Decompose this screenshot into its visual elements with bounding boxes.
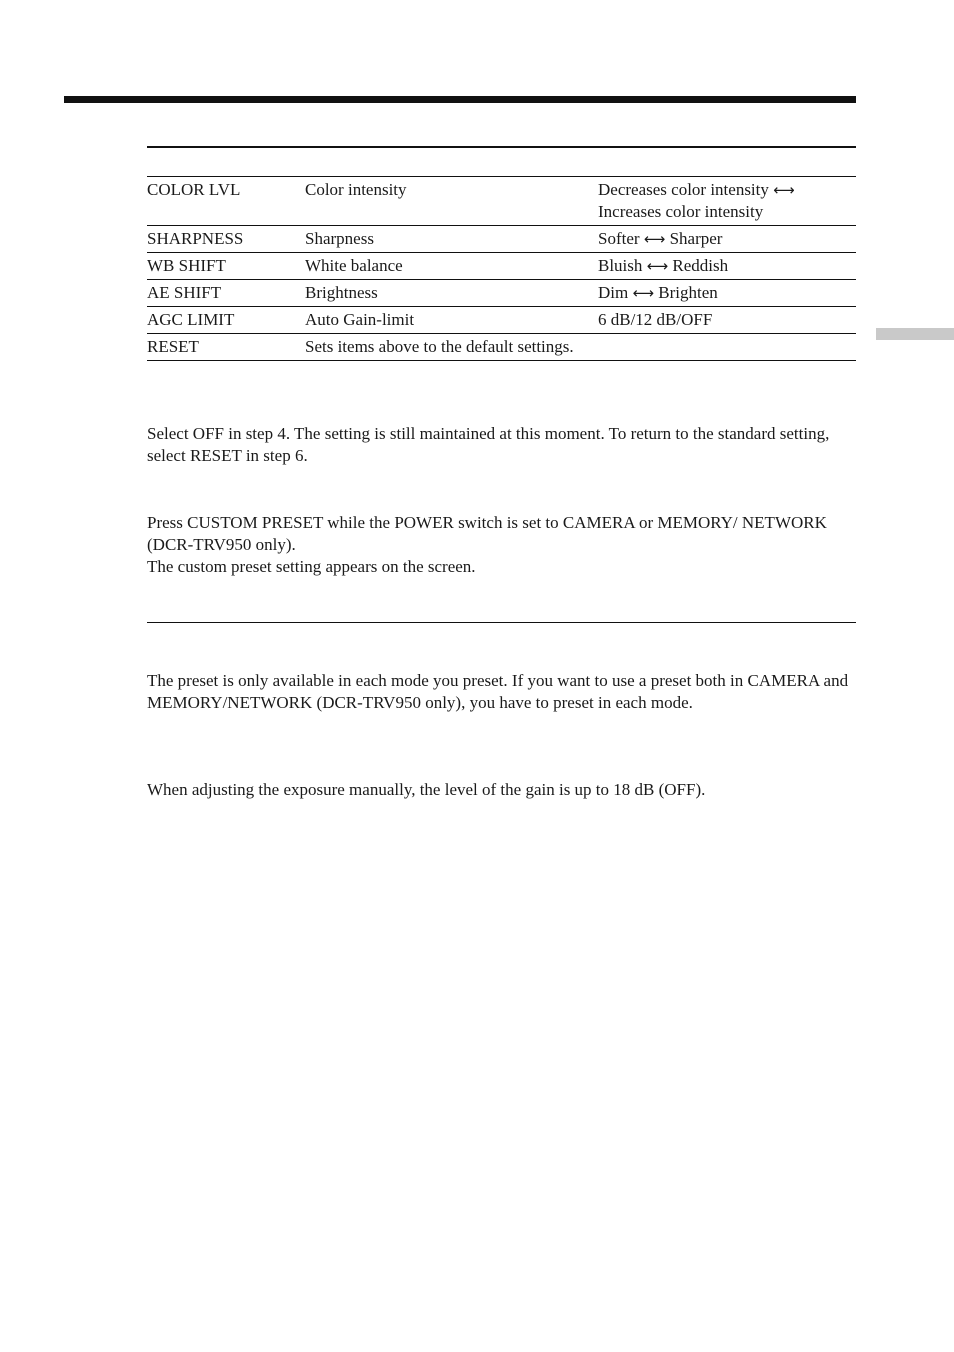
adjust-low-label: Dim (598, 283, 629, 302)
custom-preset-settings-table (147, 176, 856, 361)
adjust-high-label: Reddish (672, 256, 729, 275)
adjust-high-label: Increases color intensity (598, 202, 764, 221)
double-arrow-icon: ⟷ (632, 284, 654, 302)
item-meaning: Brightness (305, 280, 598, 307)
note-gain-paragraph: When adjusting the exposure manually, the level of the gain is up to 18 dB (OFF). (147, 780, 706, 799)
recall-instruction: Press CUSTOM PRESET while the POWER switch is set to CAMERA or MEMORY/ NETWORK (DCR-TRV950 only). (147, 513, 827, 554)
note-mode-paragraph: The preset is only available in each mode you preset. If you want to use a preset both in CAMERA and MEMORY/NETWORK (DCR-TRV950 only), you have to preset in each mode. (147, 671, 849, 712)
adjust-low-label: 6 dB/12 dB/OFF (598, 310, 713, 329)
header-rule (64, 96, 856, 103)
item-meaning: Auto Gain-limit (305, 307, 598, 334)
table-row (147, 334, 856, 361)
recall-paragraph (147, 512, 856, 578)
adjustment-range (598, 226, 856, 253)
section-divider (147, 622, 856, 623)
adjust-high-label: Sharper (669, 229, 723, 248)
adjustment-range (598, 177, 856, 226)
adjustment-range (598, 280, 856, 307)
item-meaning: Color intensity (305, 177, 598, 226)
item-name: COLOR LVL (147, 177, 305, 226)
table-row (147, 280, 856, 307)
item-name: AGC LIMIT (147, 307, 305, 334)
item-meaning: Sets items above to the default settings. (305, 334, 598, 361)
adjustment-range (598, 307, 856, 334)
item-name: WB SHIFT (147, 253, 305, 280)
double-arrow-icon: ⟷ (646, 257, 669, 275)
cancel-paragraph: Select OFF in step 4. The setting is still maintained at this moment. To return to the standard setting, select RESET in step 6. (147, 424, 830, 465)
recall-result: The custom preset setting appears on the screen. (147, 557, 476, 576)
table-row (147, 307, 856, 334)
table-header-rule (147, 146, 856, 148)
item-meaning: White balance (305, 253, 598, 280)
table-row (147, 177, 856, 226)
item-name: AE SHIFT (147, 280, 305, 307)
adjust-low-label: Bluish (598, 256, 643, 275)
adjustment-range (598, 253, 856, 280)
adjust-low-label: Softer (598, 229, 640, 248)
adjust-low-label: Decreases color intensity (598, 180, 769, 199)
item-meaning: Sharpness (305, 226, 598, 253)
item-name: SHARPNESS (147, 226, 305, 253)
table-row (147, 253, 856, 280)
table-row (147, 226, 856, 253)
double-arrow-icon: ⟷ (643, 230, 666, 248)
adjustment-range (598, 334, 856, 361)
item-name: RESET (147, 334, 305, 361)
adjust-high-label: Brighten (658, 283, 718, 302)
section-tab-marker (876, 328, 954, 340)
double-arrow-icon: ⟷ (773, 181, 795, 199)
